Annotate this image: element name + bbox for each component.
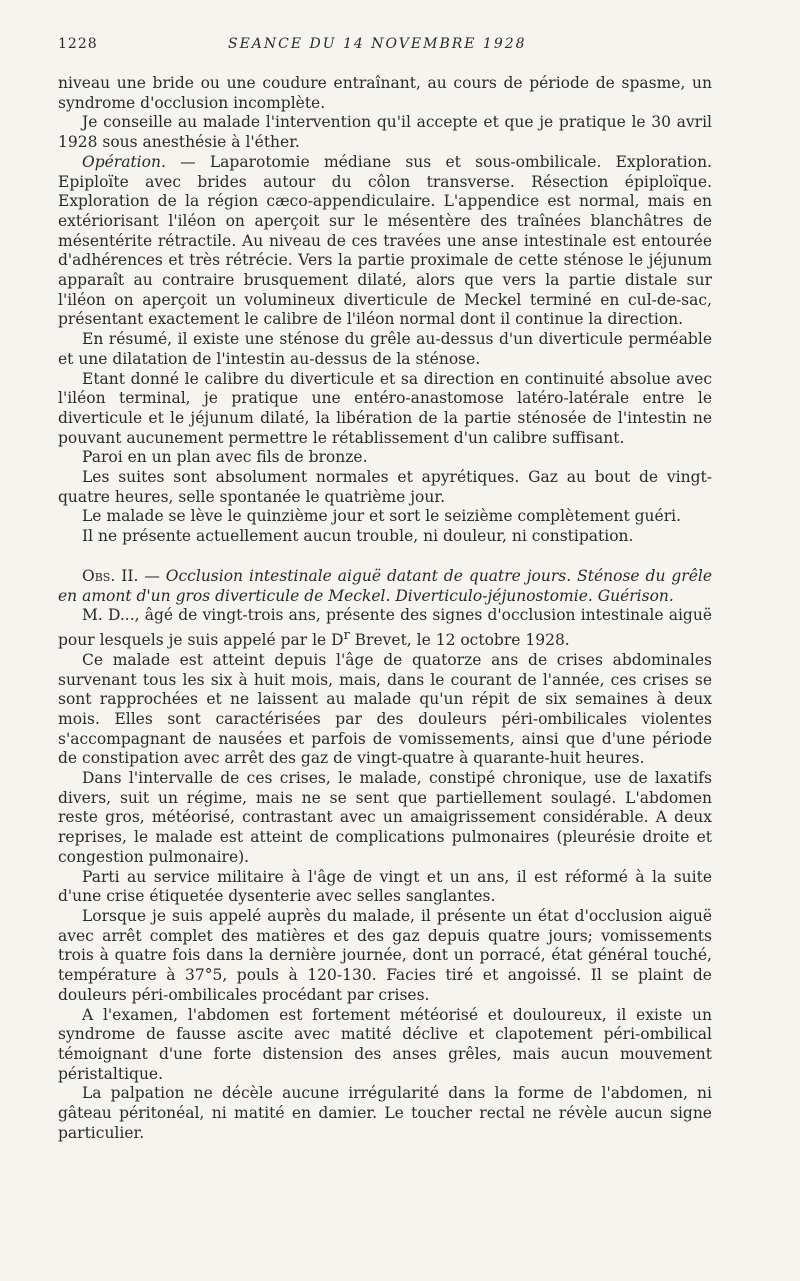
patient-paragraph: [58, 606, 712, 651]
operation-label: Opération.: [82, 152, 166, 171]
paragraph: niveau une bride ou une coudure entraînant, au cours de période de spasme, un syndrome d'occlusion incomplète.: [58, 74, 712, 112]
paragraph: Paroi en un plan avec fils de bronze.: [82, 448, 368, 467]
obs-title: Occlusion intestinale aiguë datant de quatre jours. Sténose du grêle en amont d'un gros diverticule de Meckel. Diverticulo-jéjunostomie. Guérison.: [58, 566, 713, 605]
paragraph: La palpation ne décèle aucune irrégularité dans la forme de l'abdomen, ni gâteau péritonéal, ni matité en damier. Le toucher rectal ne révèle aucun signe particulier.: [58, 1084, 712, 1142]
running-head: [58, 36, 712, 52]
section-gap: [58, 547, 712, 567]
operation-text: — Laparotomie médiane sus et sous-ombilicale. Exploration. Epiploïte avec brides autour du côlon transverse. Résection épiploïque. Exploration de la région cæco-appendiculaire. L'appendice est normal, mais en extériorisant l'iléon on aperçoit sur le mésentère des traînées blanchâtres de mésentérite rétractile. Au niveau de ces travées une anse intestinale est entourée d'adhérences et très rétrécie. Vers la partie proximale de cette sténose le jéjunum apparaît au contraire brusquement dilaté, alors que vers la partie distale sur l'iléon on aperçoit un volumineux diverticule de Meckel terminé en cul-de-sac, présentant exactement le calibre de l'iléon normal dont il continue la direction.: [58, 152, 712, 329]
body-text: [58, 74, 712, 1143]
paragraph: Etant donné le calibre du diverticule et sa direction en continuité absolue avec l'iléon terminal, je pratique une entéro-anastomose latéro-latérale entre le diverticule et le jéjunum dilaté, la libération de la partie sténosée de l'intestin ne pouvant aucunement permettre le rétablissement d'un calibre suffisant.: [58, 369, 712, 447]
paragraph: En résumé, il existe une sténose du grêle au-dessus d'un diverticule perméable et une dilatation de l'intestin au-dessus de la sténose.: [58, 330, 712, 368]
patient-sup: r: [343, 627, 350, 643]
paragraph: Parti au service militaire à l'âge de vingt et un ans, il est réformé à la suite d'une crise étiquetée dysenterie avec selles sanglantes.: [58, 867, 712, 906]
observation-heading: [58, 567, 712, 606]
paragraph: Le malade se lève le quinzième jour et sort le seizième complètement guéri.: [82, 507, 682, 526]
paragraph: A l'examen, l'abdomen est fortement météorisé et douloureux, il existe un syndrome de fausse ascite avec matité déclive et clapotement péri-ombilical témoignant d'une forte distension des anses grêles, mais aucun mouvement péristaltique.: [58, 1005, 712, 1083]
obs-dash: —: [138, 566, 166, 585]
paragraph: Lorsque je suis appelé auprès du malade, il présente un état d'occlusion aiguë avec arrêt complet des matières et des gaz depuis quatre jours; vomissements trois à quatre fois dans la dernière journée, dont un porracé, état général touché, température à 37°5, pouls à 120-130. Facies tiré et angoissé. Il se plaint de douleurs péri-ombilicales procédant par crises.: [58, 906, 712, 1004]
paragraph: Dans l'intervalle de ces crises, le malade, constipé chronique, use de laxatifs divers, suit un régime, mais ne se sent que partiellement soulagé. L'abdomen reste gros, météorisé, contrastant avec un amaigrissement considérable. A deux reprises, le malade est atteint de complications pulmonaires (pleurésie droite et congestion pulmonaire).: [58, 769, 712, 866]
operation-paragraph: [58, 153, 712, 330]
obs-label: Obs. II.: [82, 566, 139, 585]
patient-after: Brevet, le 12 octobre 1928.: [349, 631, 570, 650]
page-number: 1228: [58, 36, 98, 52]
paragraph: Les suites sont absolument normales et apyrétiques. Gaz au bout de vingt-quatre heures, selle spontanée le quatrième jour.: [58, 468, 712, 506]
patient-before: M. D..., âgé de vingt-trois ans, présente des signes d'occlusion intestinale aiguë pour lesquels je suis appelé par le D: [58, 606, 712, 650]
running-title: SEANCE DU 14 NOVEMBRE 1928: [228, 36, 527, 52]
paragraph: Ce malade est atteint depuis l'âge de quatorze ans de crises abdominales survenant tous les six à huit mois, mais, dans le courant de l'année, ces crises se sont rapprochées et ne laissent au malade qu'un répit de six semaines à deux mois. Elles sont caractérisées par des douleurs péri-ombilicales violentes s'accompagnant de nausées et parfois de vomissements, ainsi que d'une période de constipation avec arrêt des gaz de vingt-quatre à quarante-huit heures.: [58, 650, 712, 768]
paragraph: Il ne présente actuellement aucun trouble, ni douleur, ni constipation.: [82, 527, 634, 546]
paragraph: Je conseille au malade l'intervention qu'il accepte et que je pratique le 30 avril 1928 sous anesthésie à l'éther.: [58, 113, 712, 152]
